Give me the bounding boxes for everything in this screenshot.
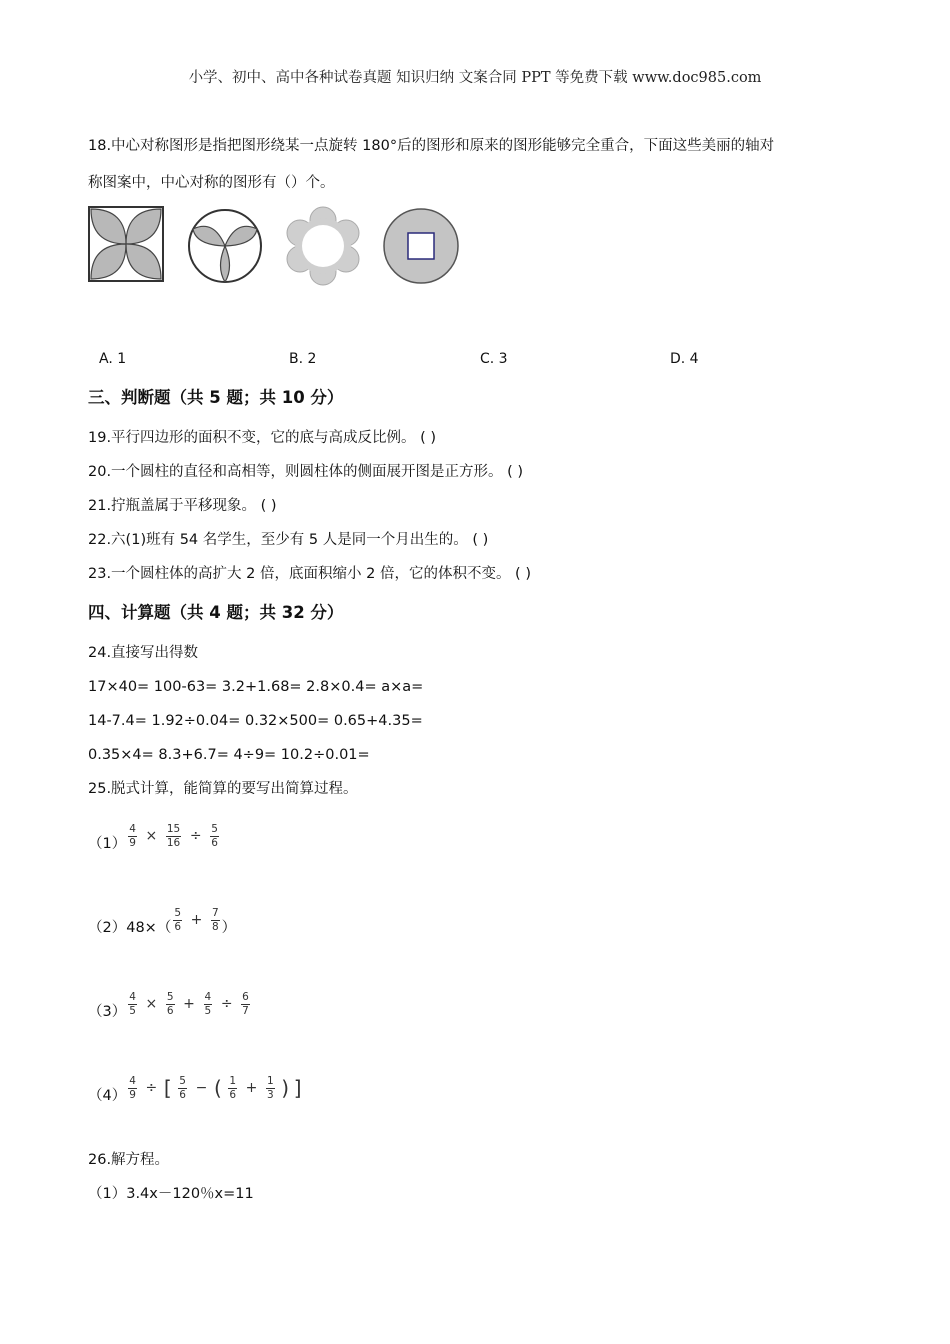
three-petal-circle-icon: [189, 210, 261, 282]
fraction: $\frac{4}{5}$: [204, 991, 212, 1017]
fraction: $\frac{4}{9}$: [129, 1075, 136, 1101]
fraction: $\frac{5}{6}$: [174, 907, 182, 933]
question-24-row-2: 14-7.4= 1.92÷0.04= 0.32×500= 0.65+4.35=: [88, 713, 423, 729]
question-25-part-1: [88, 823, 221, 852]
question-25-part-4: [88, 1075, 302, 1104]
operator: ÷: [220, 996, 233, 1012]
left-bracket: [: [163, 1076, 172, 1100]
operator: +: [183, 996, 195, 1012]
question-24-row-1: 17×40= 100-63= 3.2+1.68= 2.8×0.4= a×a=: [88, 679, 424, 695]
fraction: $\frac{1}{3}$: [267, 1075, 274, 1101]
fraction: $\frac{1}{6}$: [229, 1075, 237, 1101]
fraction: $\frac{4}{9}$: [129, 823, 136, 849]
part-label: （2）48×（: [88, 919, 172, 936]
option-a: A. 1: [99, 351, 127, 367]
section-4-title: 四、计算题（共 4 题；共 32 分）: [88, 603, 344, 622]
question-24-row-3: 0.35×4= 8.3+6.7= 4÷9= 10.2÷0.01=: [88, 747, 370, 763]
operator: ×: [145, 996, 158, 1012]
question-25-part-2: [88, 907, 237, 936]
option-d: D. 4: [670, 351, 699, 367]
left-paren: (: [213, 1076, 222, 1100]
question-18-line-1: 18.中心对称图形是指把图形绕某一点旋转 180°后的图形和原来的图形能够完全重合，下面这些美丽的轴对: [88, 138, 775, 154]
operator: +: [245, 1080, 258, 1096]
question-20: 20.一个圆柱的直径和高相等，则圆柱体的侧面展开图是正方形。 ( ): [88, 464, 524, 480]
operator: −: [195, 1080, 208, 1096]
question-18-figures: [86, 203, 466, 287]
right-paren: ): [281, 1076, 290, 1100]
question-26-part-1: （1）3.4x－120％x=11: [88, 1186, 254, 1202]
close-paren: ）: [221, 919, 237, 936]
fraction: $\frac{5}{6}$: [211, 823, 218, 849]
question-21: 21.拧瓶盖属于平移现象。 ( ): [88, 498, 277, 514]
operator: ÷: [189, 828, 202, 844]
four-petal-square-icon: [89, 207, 163, 281]
page-header: 小学、初中、高中各种试卷真题 知识归纳 文案合同 PPT 等免费下载 www.doc985.com: [188, 70, 762, 86]
question-19: 19.平行四边形的面积不变，它的底与高成反比例。 ( ): [88, 430, 437, 446]
question-23: 23.一个圆柱体的高扩大 2 倍，底面积缩小 2 倍，它的体积不变。 ( ): [88, 566, 531, 582]
coin-with-square-hole-icon: [384, 209, 458, 283]
section-3-title: 三、判断题（共 5 题；共 10 分）: [88, 388, 344, 407]
question-24-title: 24.直接写出得数: [88, 645, 199, 661]
flower-ring-icon: [287, 207, 359, 285]
fraction: $\frac{4}{5}$: [129, 991, 136, 1017]
operator: ÷: [145, 1080, 158, 1096]
operator: ×: [145, 828, 158, 844]
fraction: $\frac{5}{6}$: [179, 1075, 186, 1101]
part-label: （3）: [88, 1003, 127, 1020]
question-22: 22.六(1)班有 54 名学生，至少有 5 人是同一个月出生的。 ( ): [88, 532, 489, 548]
question-25-part-3: [88, 991, 252, 1020]
fraction: $\frac{15}{16}$: [166, 823, 181, 849]
right-bracket: ]: [293, 1076, 302, 1100]
fraction: $\frac{5}{6}$: [166, 991, 174, 1017]
question-18-line-2: 称图案中，中心对称的图形有（）个。: [88, 175, 335, 191]
option-c: C. 3: [480, 351, 508, 367]
fraction: $\frac{6}{7}$: [242, 991, 249, 1017]
part-label: （4）: [88, 1087, 127, 1104]
question-25-title: 25.脱式计算，能简算的要写出简算过程。: [88, 781, 358, 797]
question-26-title: 26.解方程。: [88, 1152, 170, 1168]
option-b: B. 2: [289, 351, 317, 367]
operator: +: [190, 912, 203, 928]
part-label: （1）: [88, 835, 127, 852]
fraction: $\frac{7}{8}$: [211, 907, 219, 933]
